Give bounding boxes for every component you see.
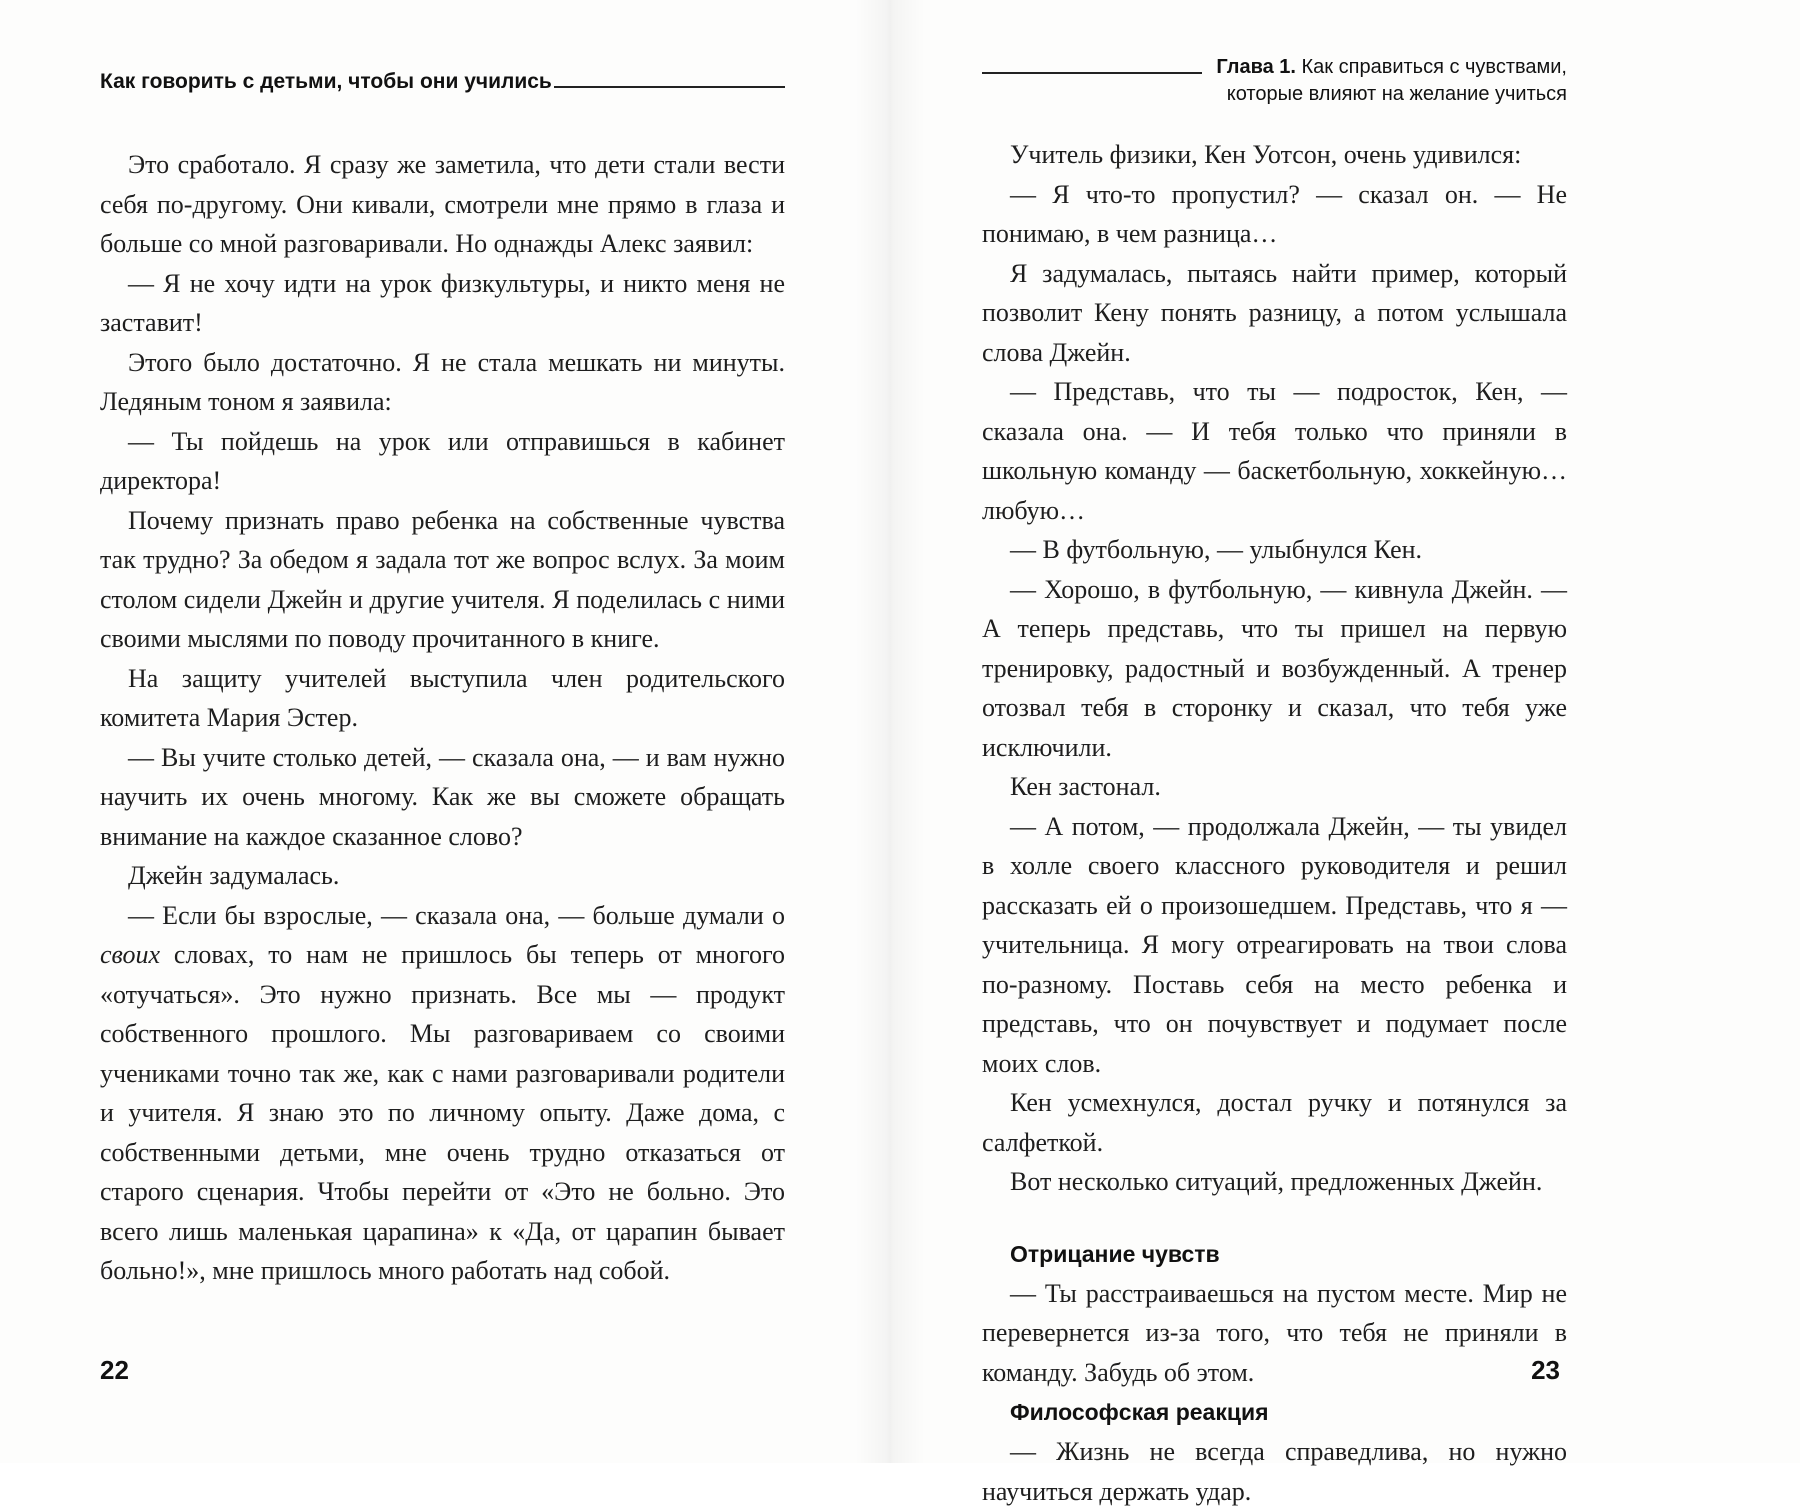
right-running-head: [982, 54, 1567, 108]
header-rule: [982, 72, 1202, 74]
section-heading-philosophical: Философская реакция: [1010, 1399, 1269, 1425]
paragraph: Кен застонал.: [1010, 772, 1161, 801]
paragraph: — Вы учите столько детей, — сказала она, — и вам нужно научить их очень многому. Как же вы сможете обращать внимание на каждое сказанное слово?: [100, 742, 785, 851]
paragraph: — Ты расстраиваешься на пустом месте. Мир не перевернется из-за того, что тебя не приняли в команду. Забудь об этом.: [982, 1278, 1567, 1387]
paragraph-text: — Если бы взрослые, — сказала она, — больше думали о: [128, 900, 785, 930]
paragraph: Вот несколько ситуаций, предложенных Джейн.: [1010, 1167, 1543, 1196]
page-number-left: 22: [100, 1355, 129, 1385]
paragraph-with-emphasis: [100, 896, 785, 1291]
chapter-label: Глава 1.: [1216, 56, 1296, 78]
paragraph: — Жизнь не всегда справедлива, но нужно научиться держать удар.: [982, 1437, 1567, 1506]
paragraph: — Я что-то пропустил? — сказал он. — Не понимаю, в чем разница…: [982, 179, 1567, 248]
paragraph: Этого было достаточно. Я не стала мешкать ни минуты. Ледяным тоном я заявила:: [100, 347, 785, 416]
right-body-text: [982, 135, 1567, 1511]
left-page: [0, 0, 880, 1463]
paragraph: — В футбольную, — улыбнулся Кен.: [1010, 535, 1423, 564]
header-rule: [554, 86, 785, 88]
paragraph-text: словах, то нам не пришлось бы теперь от многого «отучаться». Это нужно признать. Все мы — продукт собственного прошлого. Мы разговариваем со своими учениками точно так же, как с нами разговаривали родители и учителя. Я знаю это по личному опыту. Даже дома, с собственными детьми, мне очень трудно отказаться от старого сценария. Чтобы перейти от «Это не больно. Это всего лишь маленькая царапина» к «Да, от царапин бывает больно!», мне пришлось много работать над собой.: [100, 940, 785, 1285]
left-body-text: [100, 145, 785, 1291]
running-head-line-1: [982, 54, 1567, 81]
paragraph: Это сработало. Я сразу же заметила, что дети стали вести себя по-другому. Они кивали, смотрели мне прямо в глаза и больше со мной разговаривали. Но однажды Алекс заявил:: [100, 150, 785, 258]
paragraph: Учитель физики, Кен Уотсон, очень удивился:: [1010, 140, 1522, 169]
left-running-head: [100, 70, 785, 94]
chapter-title-line-1: Как справиться с чувствами,: [1301, 56, 1567, 78]
page-number-text: 23: [1531, 1355, 1560, 1385]
paragraph: Я задумалась, пытаясь найти пример, который позволит Кену понять разницу, а потом услышала слова Джейн.: [982, 258, 1567, 367]
paragraph: Кен усмехнулся, достал ручку и потянулся за салфеткой.: [982, 1088, 1567, 1157]
section-heading-denial: Отрицание чувств: [1010, 1240, 1220, 1267]
paragraph: На защиту учителей выступила член родительского комитета Мария Эстер.: [100, 663, 785, 732]
chapter-title-line-2: которые влияют на желание учиться: [1226, 83, 1567, 105]
paragraph: — А потом, — продолжала Джейн, — ты увидел в холле своего классного руководителя и решил рассказать ей о произошедшем. Представь, что я — учительница. Я могу отреагировать на твои слова по-разному. Поставь себя на место ребенка и представь, что он почувствует и подумает после моих слов.: [982, 811, 1567, 1078]
paragraph: Джейн задумалась.: [128, 861, 340, 890]
emphasis-text: своих: [100, 940, 161, 969]
paragraph: — Я не хочу идти на урок физкультуры, и никто меня не заставит!: [100, 268, 785, 337]
paragraph: Почему признать право ребенка на собственные чувства так трудно? За обедом я задала тот же вопрос вслух. За моим столом сидели Джейн и другие учителя. Я поделилась с ними своими мыслями по поводу прочитанного в книге.: [100, 505, 785, 653]
paragraph: — Хорошо, в футбольную, — кивнула Джейн. — А теперь представь, что ты пришел на первую тренировку, радостный и возбужденный. А тренер отозвал тебя в сторонку и сказал, что тебя уже исключили.: [982, 574, 1567, 762]
paragraph: — Представь, что ты — подросток, Кен, — сказала она. — И тебя только что приняли в школьную команду — баскетбольную, хоккейную… любую…: [982, 377, 1567, 525]
right-page: [900, 0, 1800, 1506]
book-title: Как говорить с детьми, чтобы они учились: [100, 70, 552, 93]
paragraph: — Ты пойдешь на урок или отправишься в кабинет директора!: [100, 426, 785, 495]
